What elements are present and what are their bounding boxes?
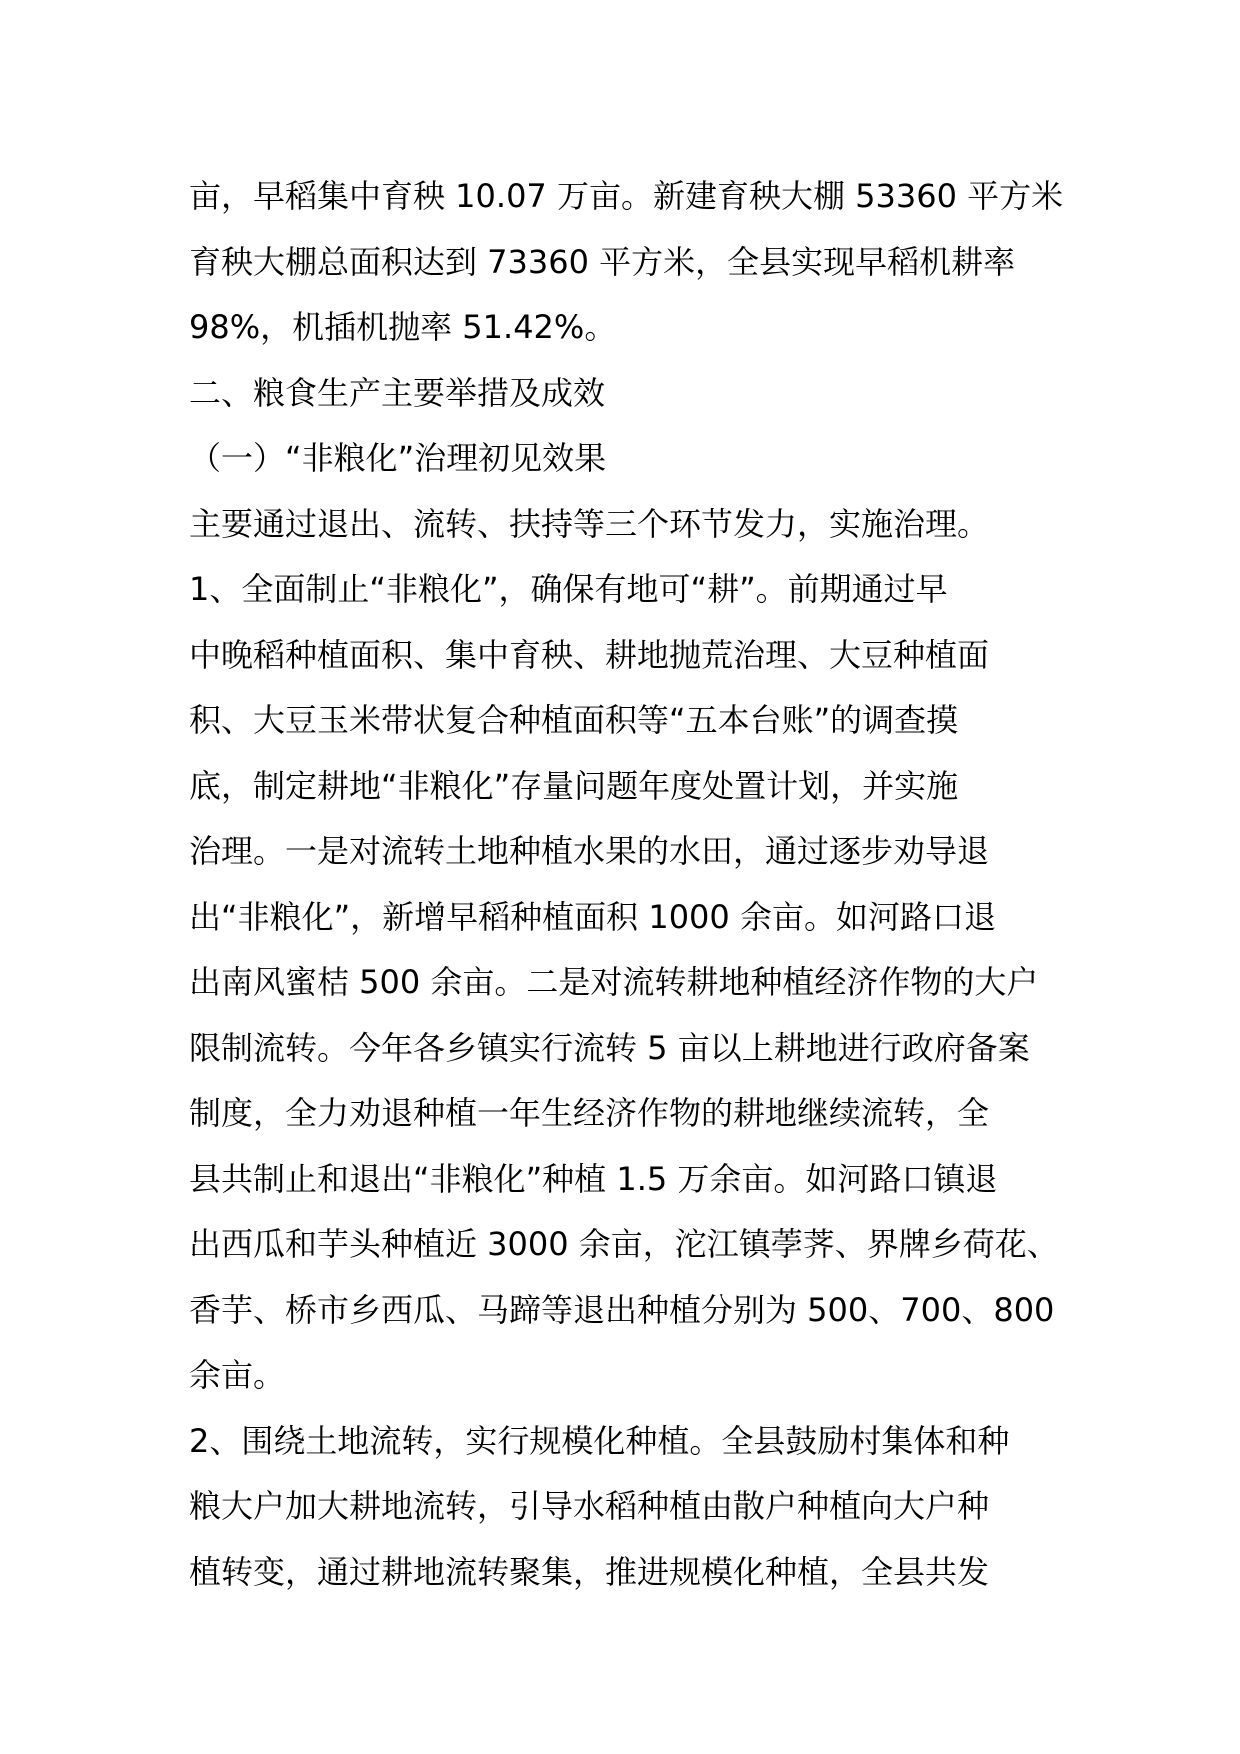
text-line: 县共制止和退出“非粮化”种植 1.5 万余亩。如河路口镇退	[189, 1159, 998, 1198]
text-line: 亩，早稻集中育秧 10.07 万亩。新建育秧大棚 53360 平方米	[189, 177, 1064, 215]
text-line: 出西瓜和芋头种植近 3000 余亩，沱江镇荸荠、界牌乡荷花、	[189, 1225, 1059, 1263]
text-line: 出“非粮化”，新增早稻种植面积 1000 余亩。如河路口退	[189, 897, 996, 936]
subsection-heading: （一）“非粮化”治理初见效果	[189, 439, 607, 477]
text-line: 制度，全力劝退种植一年生经济作物的耕地继续流转，全	[189, 1094, 990, 1132]
section-heading: 二、粮食生产主要举措及成效	[189, 373, 606, 412]
text-line: 出南风蜜桔 500 余亩。二是对流转耕地种植经济作物的大户	[189, 963, 1039, 1001]
text-line: 植转变，通过耕地流转聚集，推进规模化种植，全县共发	[189, 1552, 990, 1591]
text-line: 余亩。	[189, 1356, 286, 1394]
body-text	[189, 164, 1069, 1605]
text-line: 积、大豆玉米带状复合种植面积等“五本台账”的调查摸	[189, 701, 959, 739]
text-line: 粮大户加大耕地流转，引导水稻种植由散户种植向大户种	[189, 1487, 990, 1525]
text-line: 育秧大棚总面积达到 73360 平方米，全县实现早稻机耕率	[189, 242, 1016, 281]
text-line: 98%，机插机抛率 51.42%。	[189, 308, 617, 346]
text-line: 香芋、桥市乡西瓜、马蹄等退出种植分别为 500、700、800	[189, 1290, 1055, 1329]
text-line: 限制流转。今年各乡镇实行流转 5 亩以上耕地进行政府备案	[189, 1028, 1030, 1067]
text-line: 中晚稻种植面积、集中育秧、耕地抛荒治理、大豆种植面	[189, 635, 990, 674]
text-line: 底，制定耕地“非粮化”存量问题年度处置计划，并实施	[189, 766, 959, 805]
text-line: 1、全面制止“非粮化”，确保有地可“耕”。前期通过早	[189, 570, 948, 608]
text-line: 2、围绕土地流转，实行规模化种植。全县鼓励村集体和种	[189, 1421, 1010, 1460]
text-line: 治理。一是对流转土地种植水果的水田，通过逐步劝导退	[189, 832, 990, 870]
text-line: 主要通过退出、流转、扶持等三个环节发力，实施治理。	[189, 504, 990, 543]
